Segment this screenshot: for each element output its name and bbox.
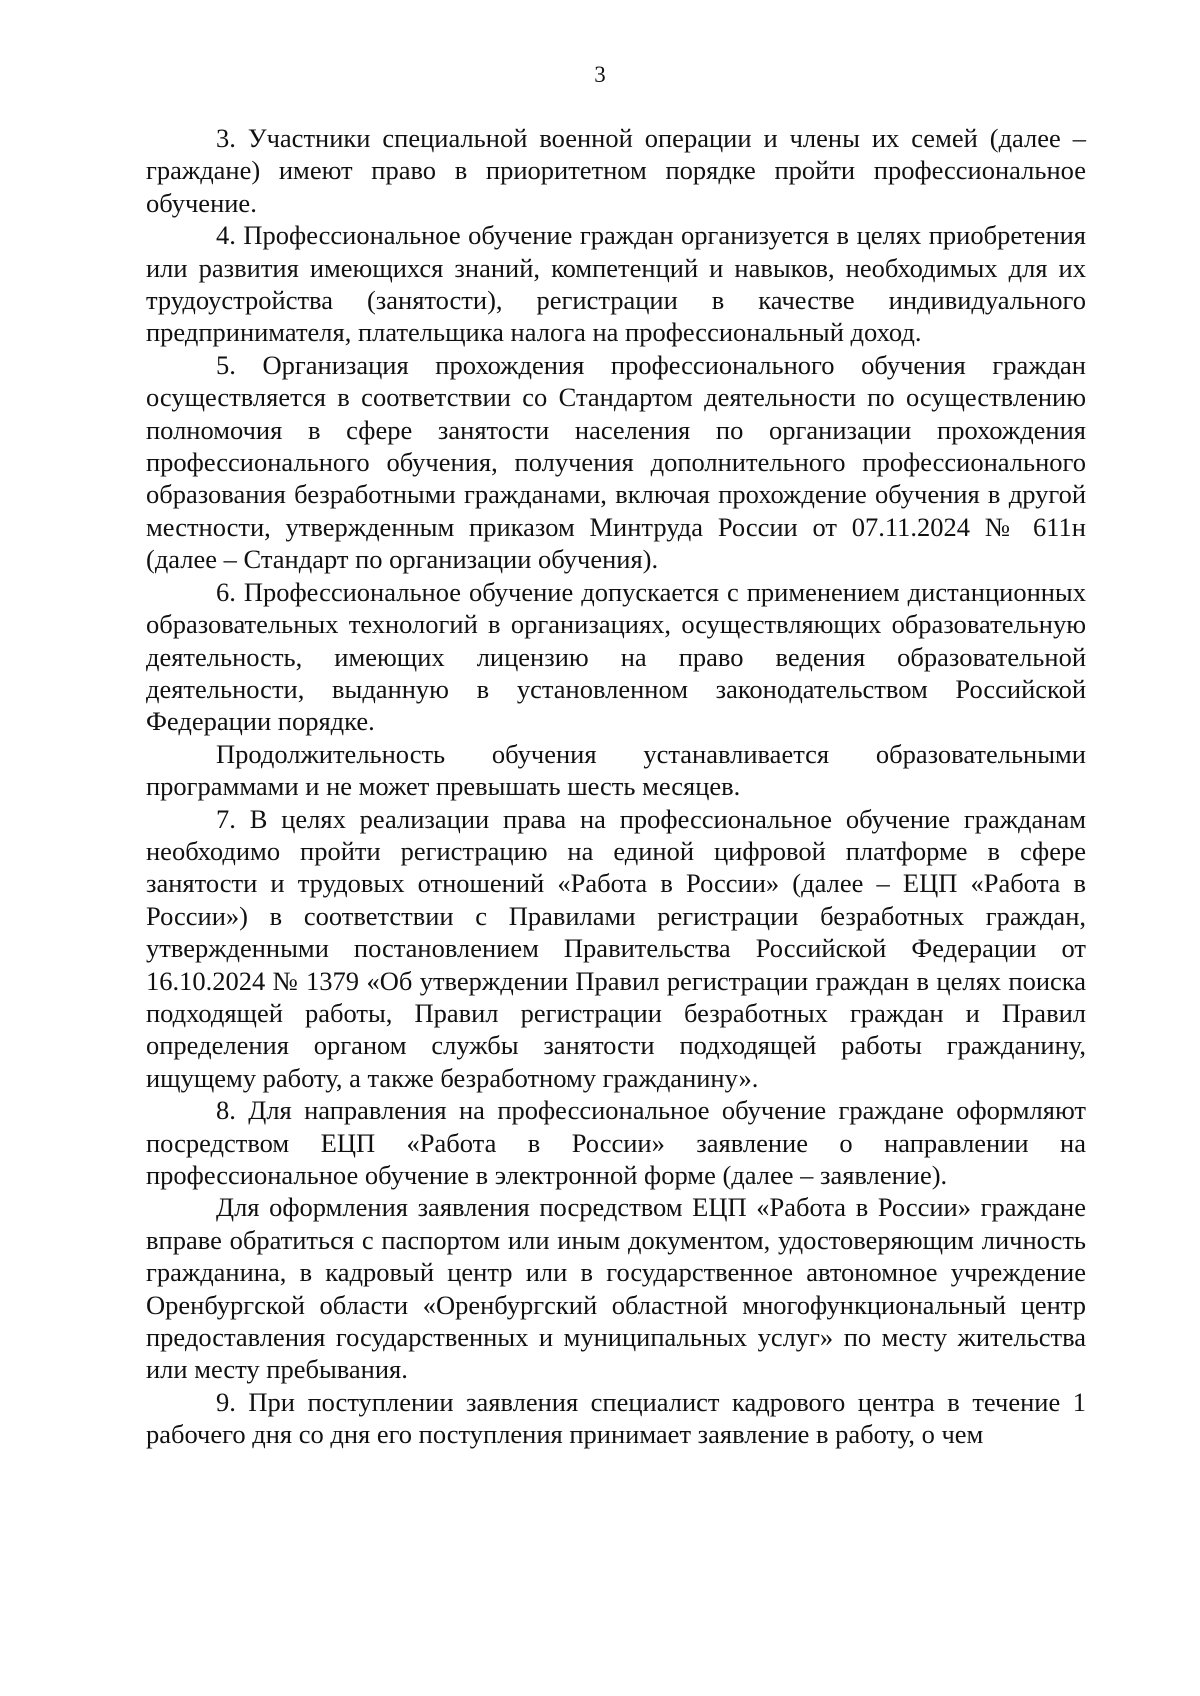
paragraph-5: 5. Организация прохождения профессионального обучения граждан осуществляется в соответствии со Стандартом деятельности по осуществлению полномочия в сфере занятости населения по организации прохождения профессионального обучения, получения дополнительного профессионального образования безработными гражданами, включая прохождение обучения в другой местности, утвержденным приказом Минтруда России от 07.11.2024 № 611н (далее – Стандарт по организации обучения). (146, 349, 1086, 575)
paragraph-6-duration: Продолжительность обучения устанавливается образовательными программами и не может превышать шесть месяцев. (146, 738, 1086, 802)
paragraph-4: 4. Профессиональное обучение граждан организуется в целях приобретения или развития имеющихся знаний, компетенций и навыков, необходимых для их трудоустройства (занятости), регистрации в качестве индивидуального предпринимателя, плательщика налога на профессиональный доход. (146, 220, 1086, 348)
paragraph-8-application: Для оформления заявления посредством ЕЦП «Работа в России» граждане вправе обратиться с паспортом или иным документом, удостоверяющим личность гражданина, в кадровый центр или в государственное автономное учреждение Оренбургской области «Оренбургский областной многофункциональный центр предоставления государственных и муниципальных услуг» по месту жительства или месту пребывания. (146, 1192, 1086, 1385)
paragraph-8: 8. Для направления на профессиональное обучение граждане оформляют посредством ЕЦП «Работа в России» заявление о направлении на профессиональное обучение в электронной форме (далее – заявление). (146, 1095, 1086, 1190)
paragraph-9: 9. При поступлении заявления специалист кадрового центра в течение 1 рабочего дня со дня его поступления принимает заявление в работу, о чем (146, 1386, 1086, 1450)
page-number: 3 (594, 62, 606, 87)
paragraph-7: 7. В целях реализации права на профессиональное обучение гражданам необходимо пройти регистрацию на единой цифровой платформе в сфере занятости и трудовых отношений «Работа в России» (далее – ЕЦП «Работа в России») в соответствии с Правилами регистрации безработных граждан, утвержденными постановлением Правительства Российской Федерации от 16.10.2024 № 1379 «Об утверждении Правил регистрации граждан в целях поиска подходящей работы, Правил регистрации безработных граждан и Правил определения органом службы занятости подходящей работы гражданину, ищущему работу, а также безработному гражданину». (146, 803, 1086, 1093)
paragraph-3: 3. Участники специальной военной операции и члены их семей (далее – граждане) имеют право в приоритетном порядке пройти профессиональное обучение. (146, 123, 1086, 218)
document-body (146, 122, 1086, 1451)
paragraph-6: 6. Профессиональное обучение допускается с применением дистанционных образовательных технологий в организациях, осуществляющих образовательную деятельность, имеющих лицензию на право ведения образовательной деятельности, выданную в установленном законодательством Российской Федерации порядке. (146, 576, 1086, 737)
